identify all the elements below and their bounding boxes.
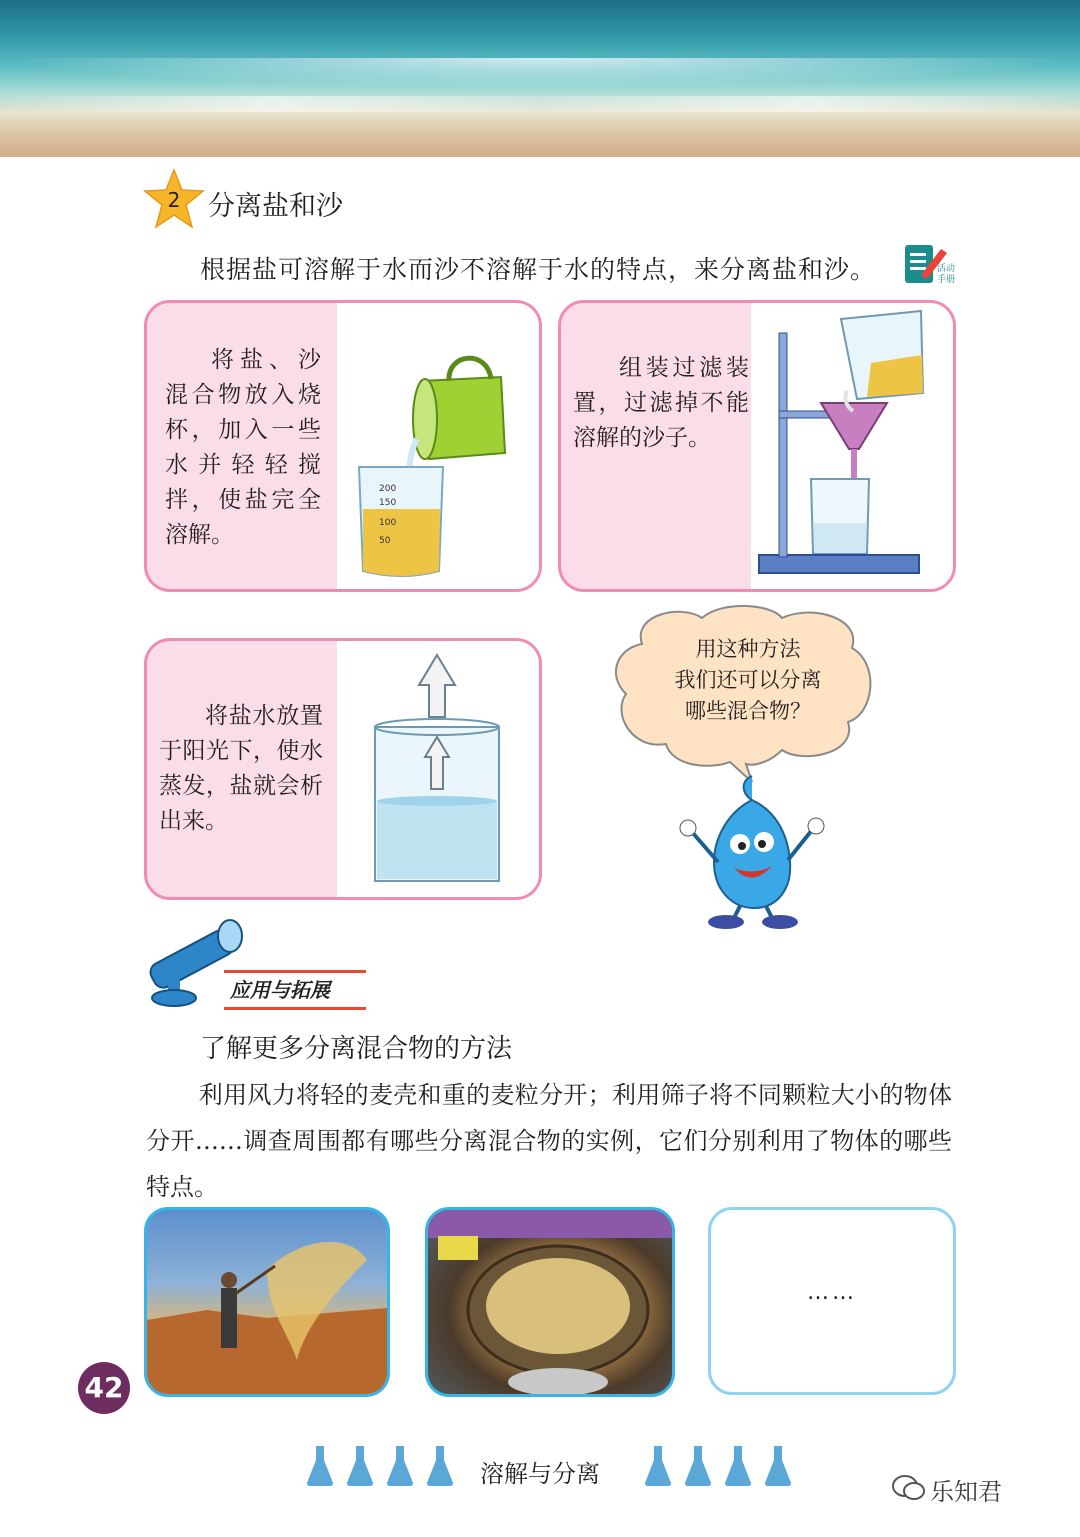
- wave-foam-2: [0, 96, 1080, 112]
- bubble-line: 哪些混合物？: [685, 699, 811, 723]
- bubble-line: 我们还可以分离: [674, 668, 822, 692]
- winnowing-photo: [144, 1207, 390, 1397]
- sieving-photo: [425, 1207, 675, 1397]
- step-card-filter: [558, 300, 956, 592]
- beaker-mark: 100: [379, 518, 397, 528]
- evaporation-illustration: [337, 641, 539, 897]
- ellipsis-placeholder: ……: [807, 1280, 857, 1305]
- stand-rod-icon: [779, 333, 787, 557]
- beaker-pour-illustration: [337, 303, 539, 589]
- svg-text:活动: 活动: [936, 264, 956, 274]
- section-title: 分离盐和沙: [208, 191, 343, 222]
- wechat-icon: [892, 1474, 926, 1502]
- extension-subtitle: 了解更多分离混合物的方法: [200, 1034, 513, 1064]
- svg-text:手册: 手册: [936, 275, 956, 285]
- funnel-icon: [821, 403, 887, 449]
- step-text: 将盐水放置于阳光下，使水蒸发，盐就会析出来。: [159, 703, 323, 834]
- apply-extend-tag: 应用与拓展: [224, 970, 366, 1010]
- green-cup-icon: [413, 358, 505, 459]
- activity-manual-icon[interactable]: [903, 241, 959, 287]
- unit-title: 溶解与分离: [480, 1460, 600, 1488]
- intro-text: 根据盐可溶解于水而沙不溶解于水的特点，来分离盐和沙。: [200, 255, 877, 284]
- watermark-text: 乐知君: [930, 1478, 1002, 1506]
- section-number: 2: [167, 188, 181, 212]
- beaker-mark: 50: [379, 536, 391, 546]
- flask-icon: [346, 1446, 374, 1486]
- filter-apparatus-illustration: [751, 303, 953, 589]
- stand-base-icon: [759, 555, 919, 573]
- step-card-evaporate: [144, 638, 542, 900]
- beach-banner: [0, 0, 1080, 157]
- extension-text: 利用风力将轻的麦壳和重的麦粒分开；利用筛子将不同颗粒大小的物体分开……调查周围都有哪些分离混合物的实例，它们分别利用了物体的哪些特点。: [146, 1081, 952, 1201]
- step-card-dissolve: [144, 300, 542, 592]
- flask-icon: [386, 1446, 414, 1486]
- step-text: 将盐、沙混合物放入烧杯，加入一些水并轻轻搅拌，使盐完全溶解。: [165, 347, 321, 548]
- page-number: 42: [78, 1362, 130, 1414]
- wave-foam: [0, 58, 1080, 88]
- bubble-text: [648, 634, 848, 727]
- beaker-mark: 150: [379, 498, 397, 508]
- flask-icon: [724, 1446, 752, 1486]
- flask-icon: [764, 1446, 792, 1486]
- flask-icon: [426, 1446, 454, 1486]
- flask-icon: [684, 1446, 712, 1486]
- beaker-mark: 200: [379, 484, 397, 494]
- bubble-line: 用这种方法: [695, 637, 801, 661]
- flask-icon: [644, 1446, 672, 1486]
- water-drop-mascot-icon: [668, 772, 834, 932]
- step-text: 组装过滤装置，过滤掉不能溶解的沙子。: [573, 355, 749, 451]
- beaker-icon: [359, 467, 443, 576]
- star-number-icon: [143, 168, 205, 230]
- flask-icon: [306, 1446, 334, 1486]
